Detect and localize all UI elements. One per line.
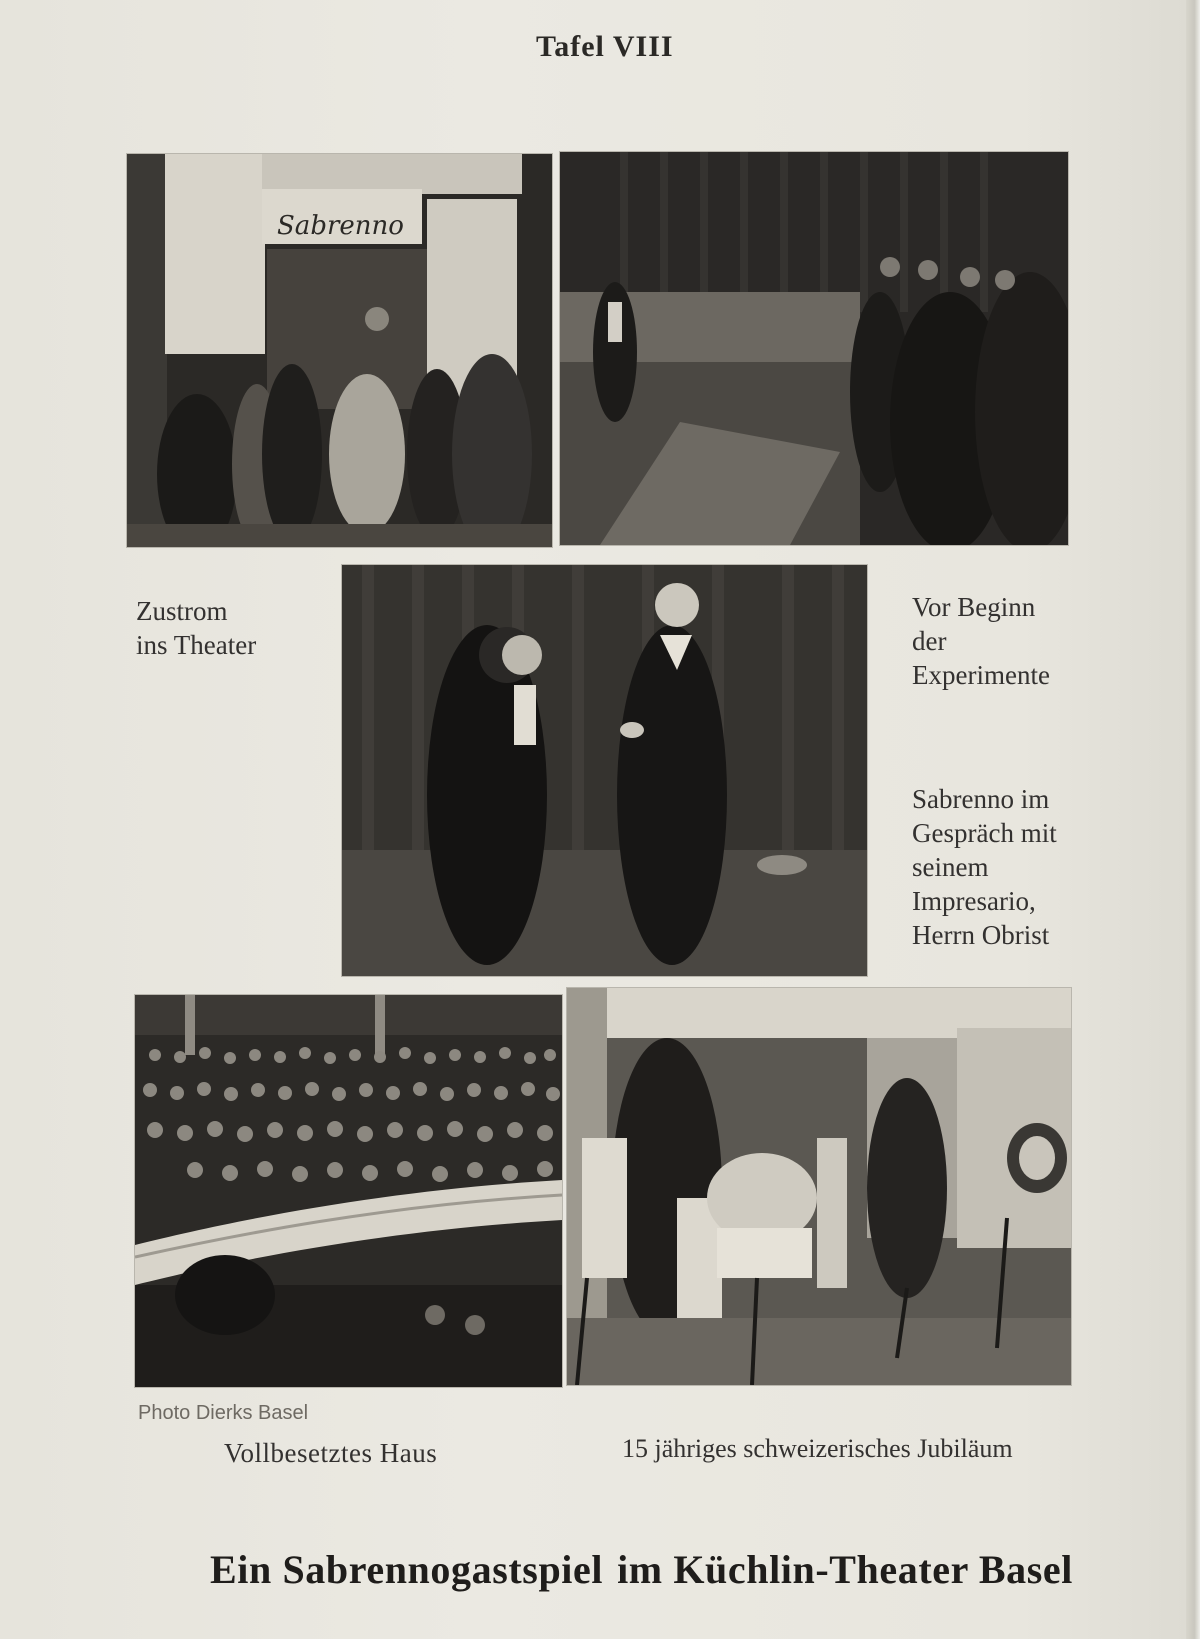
photo-entrance — [127, 154, 552, 547]
photo-stage-before — [560, 152, 1068, 545]
caption-full-house: Vollbesetztes Haus — [224, 1438, 438, 1468]
photo-conversation — [342, 565, 867, 976]
photo-credit: Photo Dierks Basel — [138, 1402, 309, 1424]
caption-entrance: Zustrom ins Theater — [136, 596, 257, 660]
photo-jubilee — [567, 988, 1071, 1385]
title-part2: im Küchlin-Theater Basel — [617, 1547, 1073, 1592]
plate-label: Tafel VIII — [536, 30, 674, 63]
page-edge — [1186, 0, 1200, 1639]
caption-conversation: Sabrenno im Gespräch mit seinem Impresario, Herrn Obrist — [912, 784, 1057, 950]
marquee-text: Sabrenno — [277, 211, 404, 241]
caption-jubilee: 15 jähriges schweizerisches Jubiläum — [622, 1434, 1013, 1463]
photo-full-house — [135, 995, 562, 1387]
caption-before-start: Vor Beginn der Experimente — [912, 592, 1050, 690]
title-part1: Ein Sabrennogastspiel — [210, 1547, 604, 1592]
page-title — [210, 1546, 1073, 1593]
